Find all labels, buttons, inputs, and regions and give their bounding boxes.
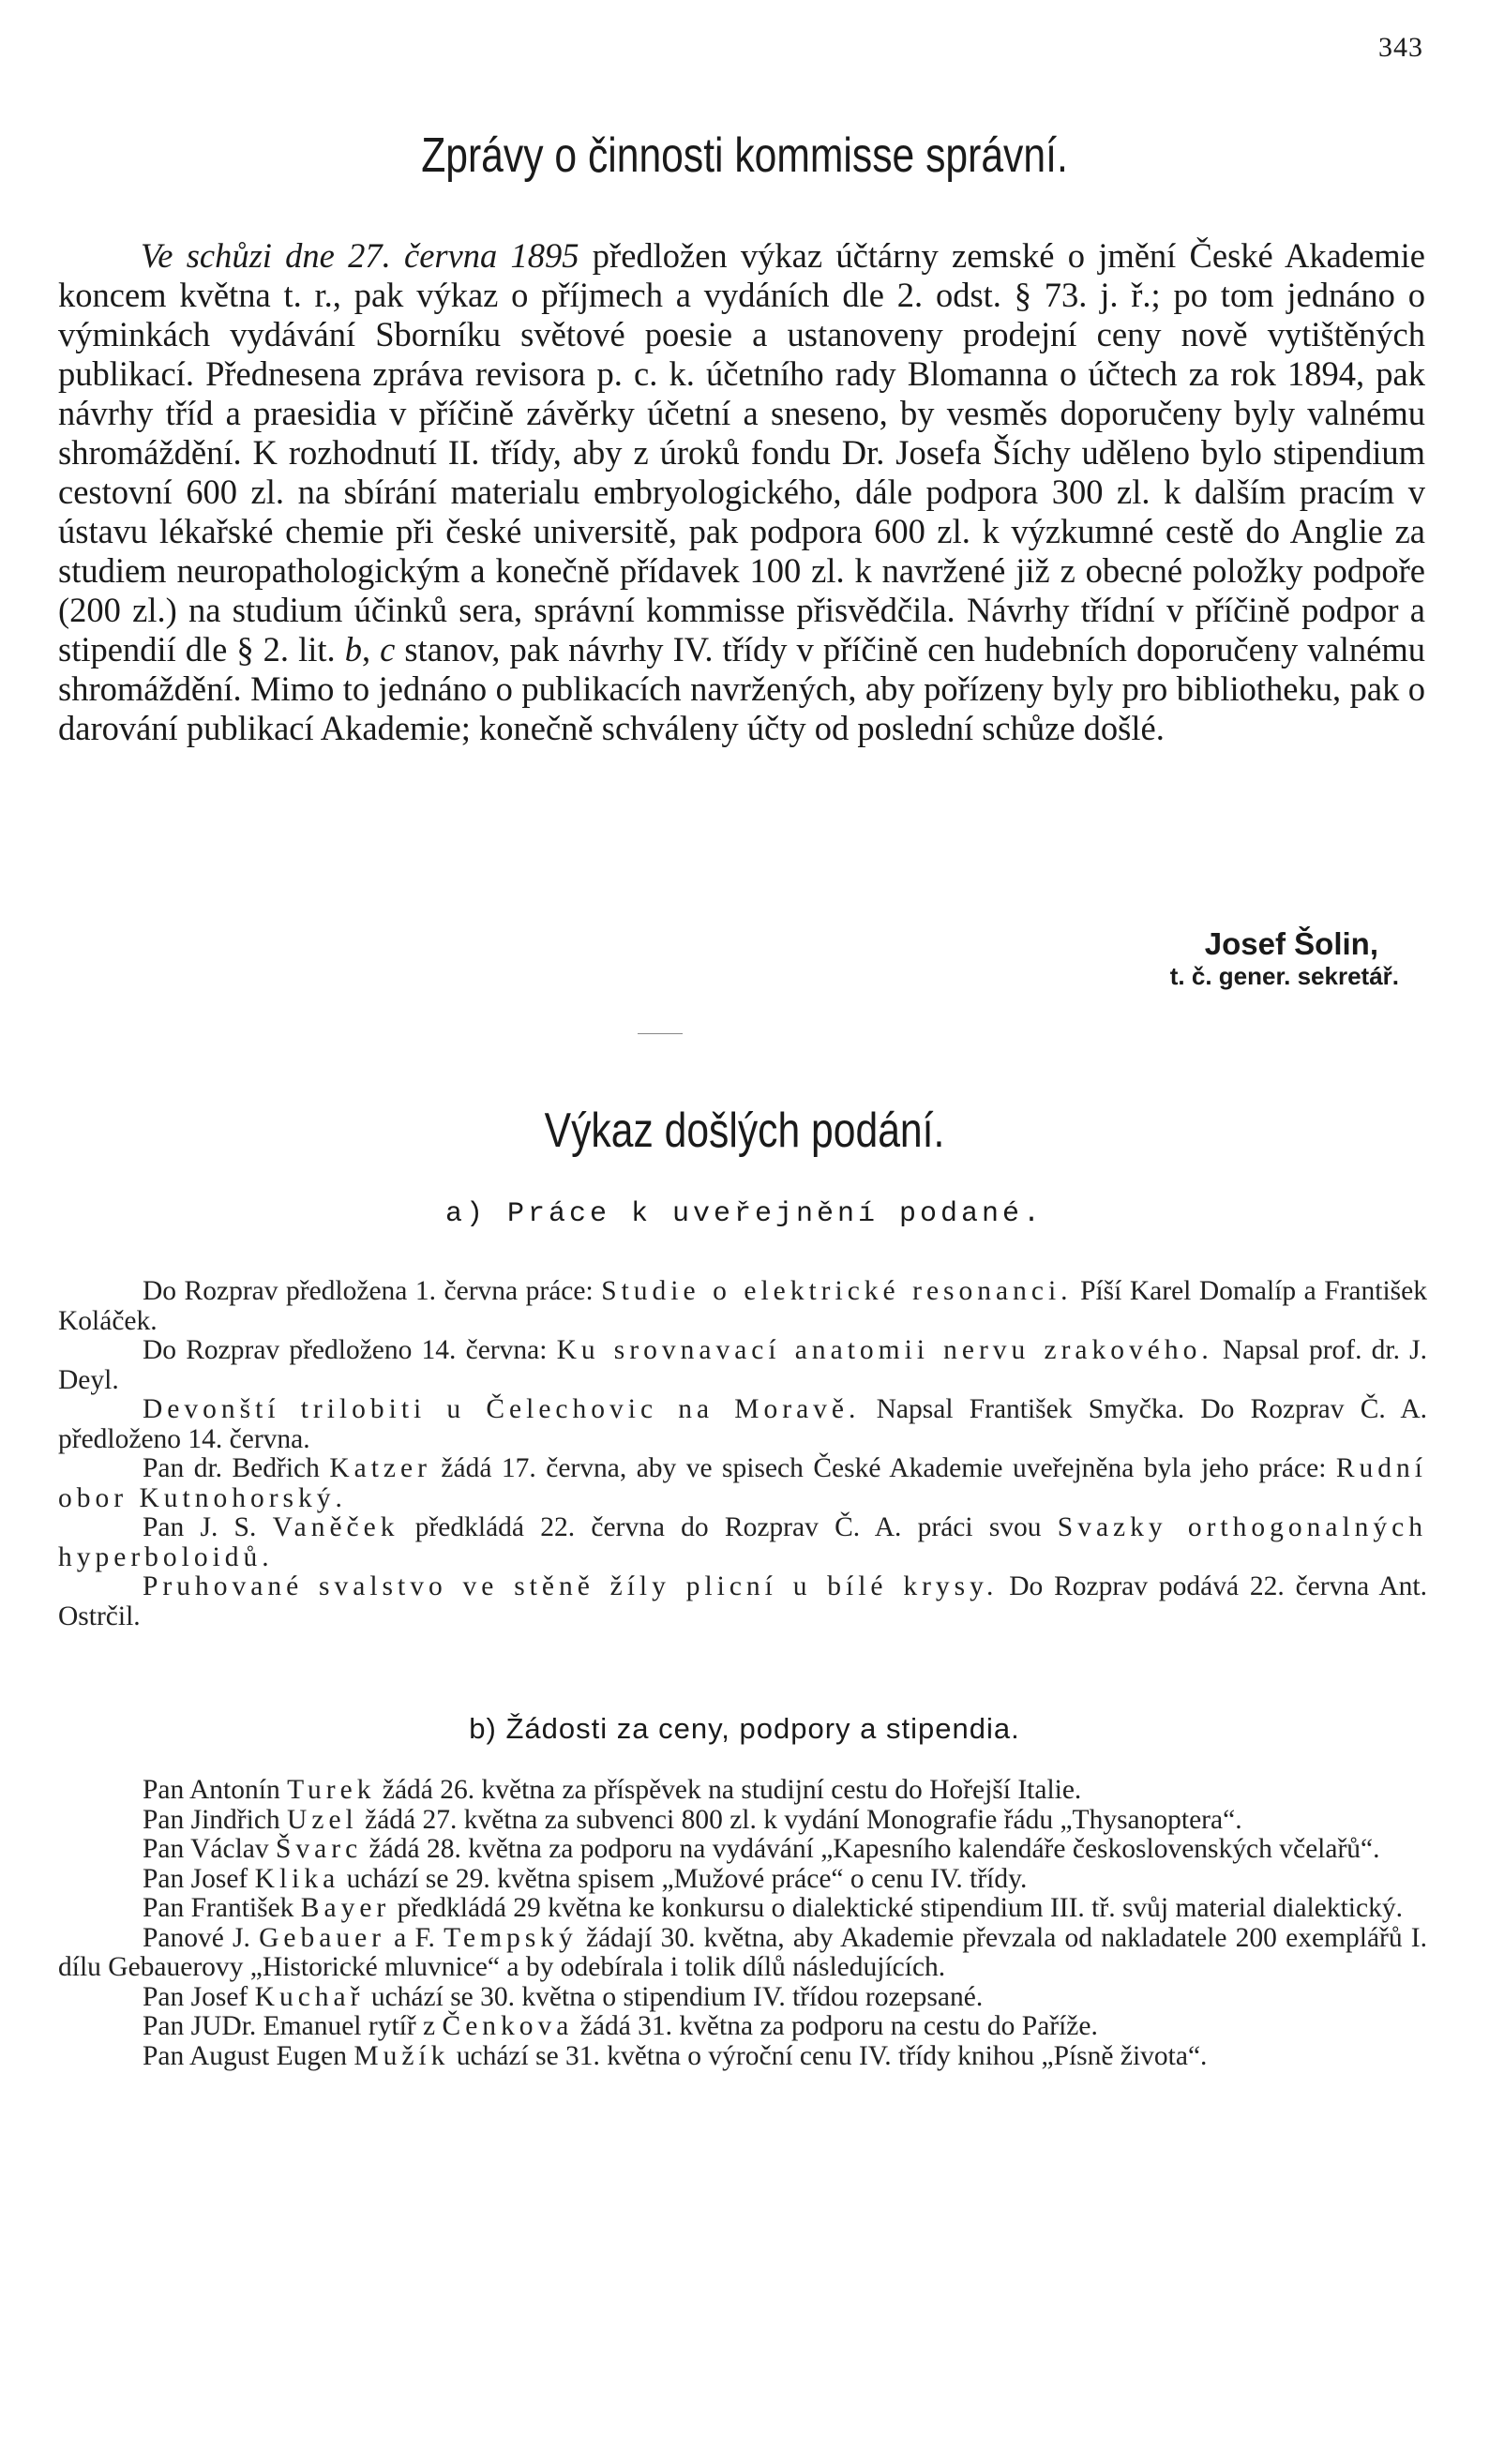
signature-name: Josef Šolin, <box>1204 926 1378 961</box>
submissions-list-a <box>58 1277 1427 1631</box>
list-item: Pan Josef Klika uchází se 29. května spisem „Mužové práce“ o cenu IV. třídy. <box>143 1863 1028 1894</box>
list-item: Do Rozprav předloženo 14. června: Ku srovnavací anatomii nervu zrakového. Napsal prof. dr. J. Deyl. <box>58 1335 1428 1395</box>
section-title-commission: Zprávy o činnosti kommisse správní. <box>421 128 1068 183</box>
commission-report <box>58 236 1425 748</box>
meeting-date: Ve schůzi dne 27. června 1895 <box>141 236 579 275</box>
list-item: Panové J. Gebauer a F. Tempský žádají 30. května, aby Akademie převzala od nakladatele 200 exemplářů I. dílu Gebauerovy „Historické mluvnice“ a by odebírala i tolik dílů následujících. <box>58 1922 1427 1982</box>
section-divider <box>638 1033 683 1034</box>
signature-role: t. č. gener. sekretář. <box>1169 962 1399 990</box>
list-item: Pan Václav Švarc žádá 28. května za podporu na vydávání „Kapesního kalendáře československých včelařů“. <box>143 1834 1380 1864</box>
list-item: Pan August Eugen Mužík uchází se 31. května o výroční cenu IV. třídy knihou „Písně života“. <box>143 2040 1208 2071</box>
section-title-submissions: Výkaz došlých podání. <box>544 1104 945 1158</box>
list-item: Pan Josef Kuchař uchází se 30. května o stipendium IV. třídou rozepsané. <box>143 1981 984 2012</box>
page-number: 343 <box>1378 32 1423 63</box>
list-item: Do Rozprav předložena 1. června práce: Studie o elektrické resonanci. Píší Karel Domalíp a František Koláček. <box>58 1276 1427 1336</box>
subheading-b: b) Žádosti za ceny, podpory a stipendia. <box>469 1712 1020 1745</box>
list-item: Pruhované svalstvo ve stěně žíly plicní u bílé krysy. Do Rozprav podává 22. června Ant. Ostrčil. <box>58 1571 1427 1631</box>
submissions-list-b <box>58 1776 1427 2071</box>
subheading-a: a) Práce k uveřejnění podané. <box>444 1198 1045 1230</box>
list-item: Pan J. S. Vaněček předkládá 22. června do Rozprav Č. A. práci svou Svazky orthogonalných hyperboloidů. <box>58 1512 1428 1572</box>
signature <box>1169 926 1399 992</box>
list-item: Pan František Bayer předkládá 29 května ke konkursu o dialektické stipendium III. tř. svůj material dialektický. <box>143 1893 1403 1923</box>
list-item: Pan dr. Bedřich Katzer žádá 17. června, aby ve spisech České Akademie uveřejněna byla jeho práce: Rudní obor Kutnohorský. <box>58 1453 1427 1513</box>
list-item: Pan Antonín Turek žádá 26. května za příspěvek na studijní cestu do Hořejší Italie. <box>143 1775 1082 1805</box>
report-paragraph: Ve schůzi dne 27. června 1895 předložen výkaz účtárny zemské o jmění České Akademie koncem května t. r., pak výkaz o příjmech a vydáních dle 2. odst. § 73. j. ř.; po tom jednáno o výminkách vydávání Sborníku světové poesie a ustanoveny prodejní ceny nově vytištěných publikací. Přednesena zpráva revisora p. c. k. účetního rady Blomanna o účtech za rok 1894, pak návrhy tříd a praesidia v příčině závěrky účetní a sneseno, by vesměs doporučeny byly valnému shromáždění. K rozhodnutí II. třídy, aby z úroků fondu Dr. Josefa Šíchy uděleno bylo stipendium cestovní 600 zl. na sbírání materialu embryologického, dále podpora 300 zl. k dalším pracím v ústavu lékařské chemie při české universitě, pak podpora 600 zl. k výzkumné cestě do Anglie za studiem neuropathologickým a konečně přídavek 100 zl. k navržené již z obecné položky podpoře (200 zl.) na studium účinků sera, správní kommisse přisvědčila. Návrhy třídní v příčině podpor a stipendií dle § 2. lit. b, c stanov, pak návrhy IV. třídy v příčině cen hudebních doporučeny valnému shromáždění. Mimo to jednáno o publikacích navržených, aby pořízeny byly pro bibliotheku, pak o darování publikací Akademie; konečně schváleny účty od poslední schůze došlé. <box>58 236 1426 747</box>
list-item: Devonští trilobiti u Čelechovic na Moravě. Napsal František Smyčka. Do Rozprav Č. A. předloženo 14. června. <box>58 1394 1427 1454</box>
list-item: Pan Jindřich Uzel žádá 27. května za subvenci 800 zl. k vydání Monografie řádu „Thysanoptera“. <box>143 1804 1242 1835</box>
list-item: Pan JUDr. Emanuel rytíř z Čenkova žádá 31. května za podporu na cestu do Paříže. <box>143 2011 1098 2041</box>
